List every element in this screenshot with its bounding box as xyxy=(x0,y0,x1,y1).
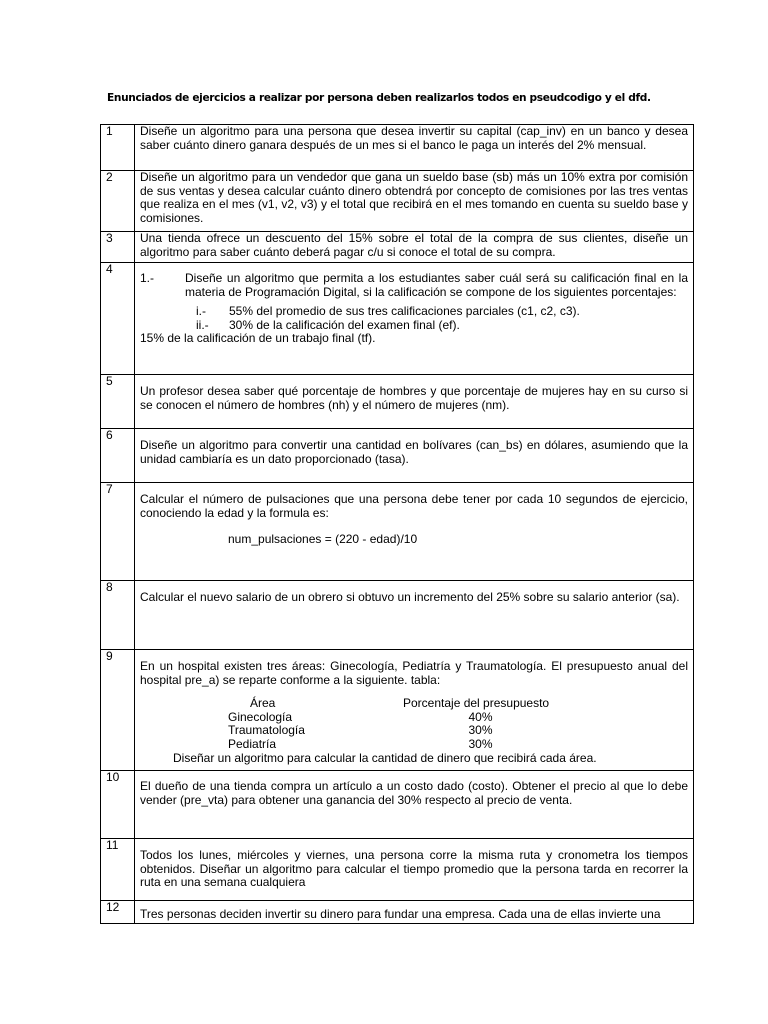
exercise-number: 6 xyxy=(101,429,135,483)
budget-header: Porcentaje del presupuesto xyxy=(403,696,550,711)
exercise-text: Todos los lunes, miércoles y viernes, una persona corre la misma ruta y cronometra los tiempos obtenidos. Diseñar un algoritmo para calcular el tiempo promedio que la persona tarda en recorrer la ruta en una semana cualquiera xyxy=(140,848,688,890)
exercise-number: 5 xyxy=(101,375,135,429)
page-title: Enunciados de ejercicios a realizar por persona deben realizarlos todos en pseudcodigo y el dfd. xyxy=(107,92,651,104)
exercise-text: Calcular el número de pulsaciones que una persona debe tener por cada 10 segundos de ejercicio, conociendo la edad y la formula es: xyxy=(140,492,688,520)
exercise-number: 8 xyxy=(101,581,135,650)
exercise-body xyxy=(135,839,694,901)
area-percent: 30% xyxy=(468,736,493,751)
sub-item-text: 55% del promedio de sus tres calificaciones parciales (c1, c2, c3). xyxy=(229,304,580,319)
exercise-number: 10 xyxy=(101,771,135,839)
exercise-number: 11 xyxy=(101,839,135,901)
budget-row xyxy=(140,738,688,752)
exercise-body xyxy=(135,429,694,483)
area-percent: 40% xyxy=(468,709,493,724)
area-name: Traumatología xyxy=(228,723,305,738)
table-row xyxy=(101,901,694,924)
numbered-item xyxy=(140,272,688,299)
exercise-number: 1 xyxy=(101,125,135,171)
exercise-number: 3 xyxy=(101,232,135,263)
exercise-number: 4 xyxy=(101,263,135,375)
exercise-text: Diseñe un algoritmo para convertir una cantidad en bolívares (can_bs) en dólares, asumiendo que la unidad cambiaría es un dato proporcionado (tasa). xyxy=(140,438,688,466)
exercise-number: 9 xyxy=(101,650,135,771)
exercise-body xyxy=(135,375,694,429)
budget-table xyxy=(140,697,688,751)
table-row xyxy=(101,125,694,171)
area-percent: 30% xyxy=(468,723,493,738)
area-header: Área xyxy=(250,696,276,711)
exercise-text: Un profesor desea saber qué porcentaje de hombres y que porcentaje de mujeres hay en su curso si se conocen el número de hombres (nh) y el número de mujeres (nm). xyxy=(140,384,688,412)
exercises-table xyxy=(100,124,694,924)
table-row xyxy=(101,232,694,263)
area-name: Pediatría xyxy=(228,736,277,751)
exercise-body xyxy=(135,901,694,924)
item-number: 1.- xyxy=(140,271,155,285)
exercise-text: Tres personas deciden invertir su dinero para fundar una empresa. Cada una de ellas invierte una xyxy=(140,908,661,921)
table-row xyxy=(101,263,694,375)
table-row xyxy=(101,839,694,901)
exercise-body xyxy=(135,581,694,650)
exercise-text: Diseñe un algoritmo para una persona que desea invertir su capital (cap_inv) en un banco y desea saber cuánto dinero ganara después de un mes si el banco le paga un interés del 2% mensual. xyxy=(135,125,694,171)
table-row xyxy=(101,429,694,483)
budget-header-row xyxy=(140,697,688,711)
table-row xyxy=(101,771,694,839)
formula: num_pulsaciones = (220 - edad)/10 xyxy=(228,532,418,547)
exercise-tail: 15% de la calificación de un trabajo final (tf). xyxy=(140,331,376,346)
sub-item-text: 30% de la calificación del examen final (ef). xyxy=(229,317,460,332)
table-row xyxy=(101,483,694,581)
budget-row xyxy=(140,711,688,725)
exercise-text: Diseñe un algoritmo para un vendedor que gana un sueldo base (sb) más un 10% extra por comisión de sus ventas y desea calcular cuánto dinero obtendrá por concepto de comisiones por las tres ventas que realiza en el mes (v1, v2, v3) y el total que recibirá en el mes tomando en cuenta su sueldo base y comisiones. xyxy=(135,171,694,232)
exercise-body xyxy=(135,771,694,839)
exercise-text: En un hospital existen tres áreas: Ginecología, Pediatría y Traumatología. El presupuesto anual del hospital pre_a) se reparte conforme a la siguiente. tabla: xyxy=(140,659,688,687)
table-row xyxy=(101,581,694,650)
list-item xyxy=(196,305,688,319)
exercise-text: El dueño de una tienda compra un artículo a un costo dado (costo). Obtener el precio al que lo debe vender (pre_vta) para obtener una ganancia del 30% respecto al precio de venta. xyxy=(140,779,688,807)
area-name: Ginecología xyxy=(228,709,293,724)
exercise-body xyxy=(135,650,694,771)
sub-list xyxy=(196,305,688,332)
table-row xyxy=(101,375,694,429)
budget-row xyxy=(140,724,688,738)
sub-item-number: ii.- xyxy=(196,317,209,332)
exercise-text: Una tienda ofrece un descuento del 15% sobre el total de la compra de sus clientes, diseñe un algoritmo para saber cuánto deberá pagar c/u si conoce el total de su compra. xyxy=(135,232,694,263)
list-item xyxy=(196,319,688,333)
exercise-tail: Diseñar un algoritmo para calcular la cantidad de dinero que recibirá cada área. xyxy=(173,750,597,765)
exercise-text: Calcular el nuevo salario de un obrero si obtuvo un incremento del 25% sobre su salario anterior (sa). xyxy=(140,590,680,604)
exercise-number: 7 xyxy=(101,483,135,581)
exercise-body xyxy=(135,263,694,375)
table-row xyxy=(101,171,694,232)
exercise-text: Diseñe un algoritmo que permita a los estudiantes saber cuál será su calificación final en la materia de Programación Digital, si la calificación se compone de los siguientes porcentajes: xyxy=(185,271,688,299)
sub-item-number: i.- xyxy=(196,304,206,319)
table-row xyxy=(101,650,694,771)
exercise-body xyxy=(135,483,694,581)
exercise-number: 12 xyxy=(101,901,135,924)
exercise-number: 2 xyxy=(101,171,135,232)
